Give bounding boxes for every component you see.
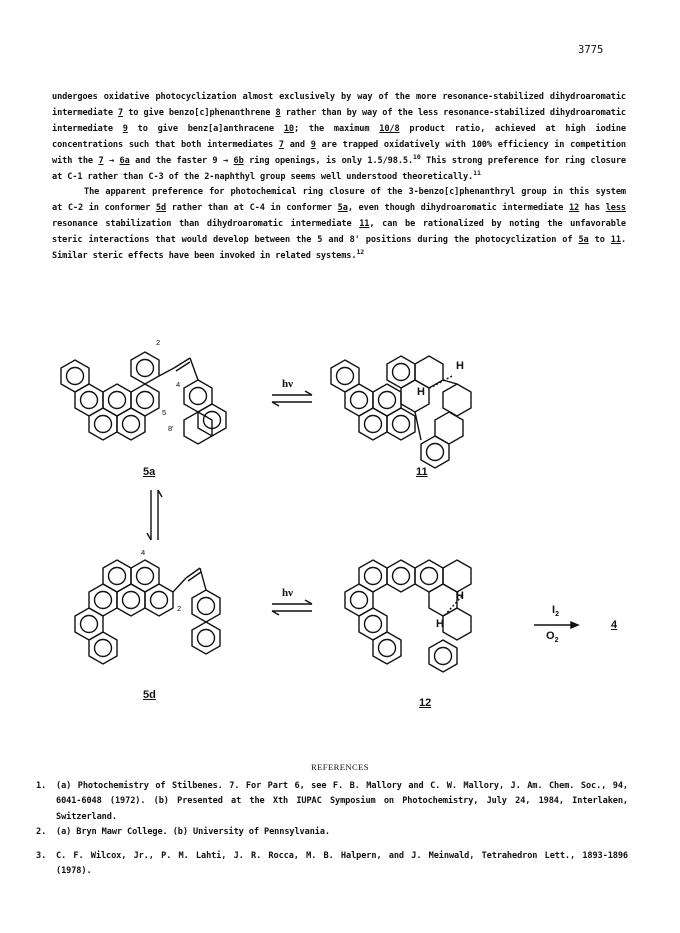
molecule-12 <box>345 560 471 672</box>
hydrogen-label: H <box>456 360 464 372</box>
references-heading: REFERENCES <box>311 762 369 772</box>
reference-number: 2. <box>36 827 47 837</box>
compound-label-11: 11 <box>416 466 428 478</box>
paragraph-2: The apparent preference for photochemical ring closure of the 3-benzo[c]phenanthryl group in this system at C-2 in conformer 5d rather than at C-4 in conformer 5a, even though dihydroaromatic intermediate 12 has less resonance stabilization than dihydroaromatic intermediate 11, can be rationalized by noting the unfavorable steric interactions that would develop between the 5 and 8' positions during the photocyclization of 5a to 11. Similar steric effects have been invoked in related systems.$^{12}$ <box>52 187 627 262</box>
reference-number: 1. <box>36 781 47 791</box>
hv-label-top: hν <box>282 378 294 390</box>
compound-label-4: 4 <box>611 619 618 631</box>
reference-item <box>36 849 628 880</box>
page-number: 3775 <box>578 44 604 56</box>
atom-label-8-prime: 8' <box>168 424 174 433</box>
atom-label-2-bottom: 2 <box>177 604 182 613</box>
hydrogen-label: H <box>417 386 425 398</box>
molecule-5d <box>75 560 220 664</box>
reagent-oxygen: $O_2$ <box>546 630 559 645</box>
oxidation-arrow <box>534 622 578 628</box>
reference-text: C. F. Wilcox, Jr., P. M. Lahti, J. R. Rocca, M. B. Halpern, and J. Meinwald, Tetrahedron Lett., 1893-1896 (1978). <box>56 851 628 877</box>
compound-label-5a: 5a <box>143 466 156 478</box>
reference-item <box>36 825 628 840</box>
reference-number: 3. <box>36 851 47 861</box>
hydrogen-label: H <box>456 590 464 602</box>
reference-text: (a) Bryn Mawr College. (b) University of Pennsylvania. <box>56 827 330 837</box>
paragraph-1: undergoes oxidative photocyclization almost exclusively by way of the more resonance-stabilized dihydroaromatic intermediate 7 to give benzo[c]phenanthrene 8 rather than by way of the less resonance-stabilized dihydroaromatic intermediate 9 to give benz[a]anthracene 10; the maximum 10/8 product ratio, achieved at high iodine concentrations such that both intermediates 7 and 9 are trapped oxidatively with 100% efficiency in competition with the 7 → 6a and the faster 9 → 6b ring openings, is only 1.5/98.5.10 This strong preference for ring closure at C-1 rather than C-3 of the 2-naphthyl group seems well understood theoretically.$^{11}$ <box>52 92 627 182</box>
atom-label-2-top: 2 <box>156 338 161 347</box>
reference-item <box>36 779 628 825</box>
atom-label-4-bottom: 4 <box>141 548 146 557</box>
hv-label-bottom: hν <box>282 587 294 599</box>
molecule-5a <box>61 352 226 444</box>
molecule-11 <box>331 356 471 468</box>
equilibrium-arrows-bottom <box>272 600 312 615</box>
hydrogen-label: H <box>436 618 444 630</box>
body-text <box>52 90 626 265</box>
equilibrium-arrows-vertical <box>147 490 162 540</box>
reaction-scheme <box>0 328 680 730</box>
atom-label-5: 5 <box>162 408 167 417</box>
compound-label-5d: 5d <box>143 689 156 701</box>
scheme-drawing <box>0 328 680 730</box>
equilibrium-arrows-top <box>272 391 312 406</box>
compound-label-12: 12 <box>419 697 432 709</box>
atom-label-4-top: 4 <box>176 380 181 389</box>
reagent-iodine: $I_2$ <box>552 604 559 619</box>
reference-text: (a) Photochemistry of Stilbenes. 7. For Part 6, see F. B. Mallory and C. W. Mallory, J. Am. Chem. Soc., 94, 6041-6048 (1972). (b) Presented at the Xth IUPAC Symposium on Photochemistry, July 24, 1984, Interlaken, Switzerland. <box>56 781 628 822</box>
